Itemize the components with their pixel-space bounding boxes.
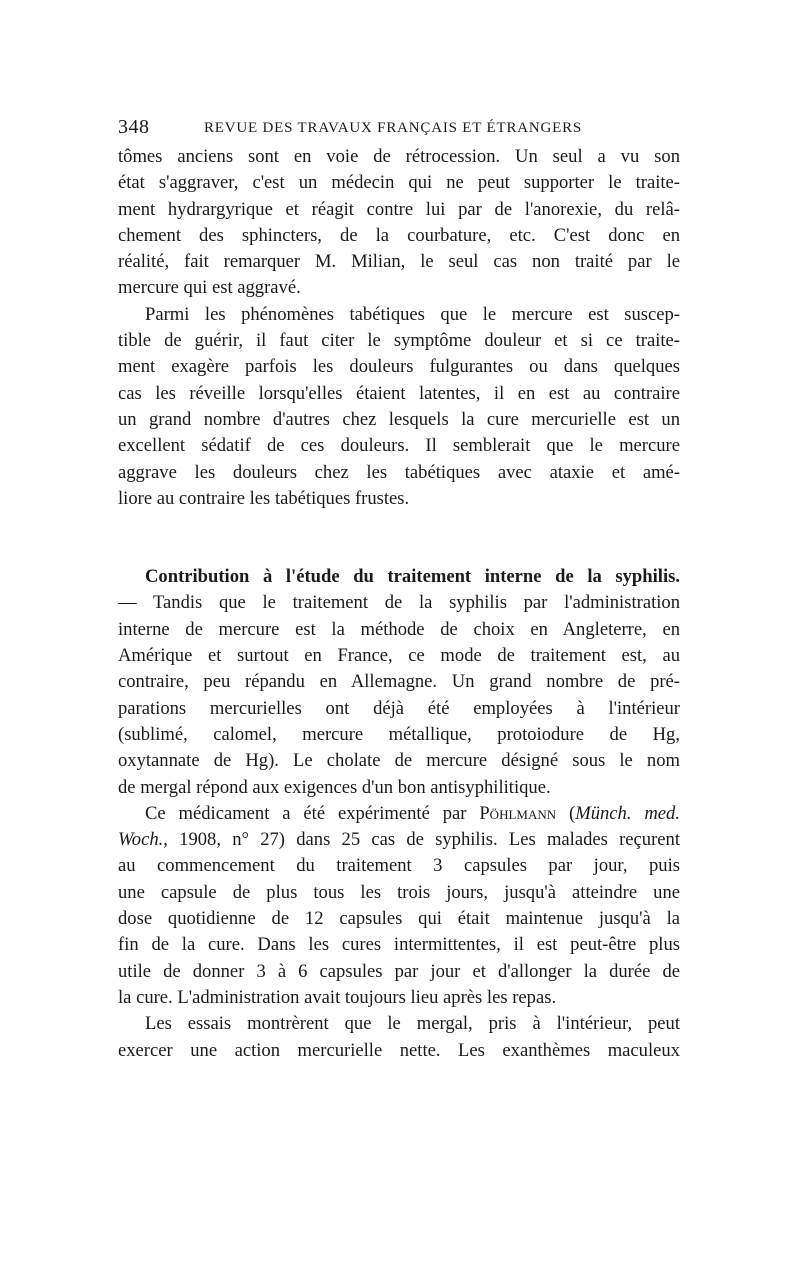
text-line: liore au contraire les tabétiques frustes. — [118, 487, 410, 509]
text-line: (sublimé, calomel, mercure métallique, protoiodure de Hg, — [118, 723, 680, 745]
text-line: oxytannate de Hg). Le cholate de mercure désigné sous le nom — [118, 750, 680, 772]
paragraph-1 — [118, 144, 680, 302]
paragraph-5 — [118, 1011, 680, 1064]
text-line: tible de guérir, il faut citer le symptôme douleur et si ce traite- — [118, 330, 680, 352]
text-line: exercer une action mercurielle nette. Les exanthèmes maculeux — [118, 1039, 680, 1061]
text-line: un grand nombre d'autres chez lesquels la cure mercurielle est un — [118, 408, 680, 430]
paragraph-4 — [118, 801, 680, 1011]
text-line: état s'aggraver, c'est un médecin qui ne peut supporter le traite- — [118, 172, 680, 194]
text-line: tômes anciens sont en voie de rétrocession. Un seul a vu son — [118, 146, 680, 167]
line-text: Ce médicament a été expérimenté par — [145, 802, 480, 824]
text-line: réalité, fait remarquer M. Milian, le seul cas non traité par le — [118, 251, 680, 273]
text-line: Parmi les phénomènes tabétiques que le mercure est suscep- — [145, 303, 680, 325]
text-line: parations mercurielles ont déjà été employées à l'intérieur — [118, 697, 680, 719]
text-line: une capsule de plus tous les trois jours, jusqu'à atteindre une — [118, 881, 680, 903]
text-line: Amérique et surtout en France, ce mode de traitement est, au — [118, 645, 680, 667]
text-line — [118, 801, 680, 827]
line-text: , 1908, n° 27) dans 25 cas de syphilis. Les malades reçurent — [163, 829, 680, 851]
paragraph-2 — [118, 302, 680, 512]
text-line: de mergal répond aux exigences d'un bon antisyphilitique. — [118, 776, 551, 798]
text-line: utile de donner 3 à 6 capsules par jour et d'allonger la durée de — [118, 960, 680, 982]
text-line: Les essais montrèrent que le mergal, pris à l'intérieur, peut — [145, 1013, 680, 1035]
text-line: contraire, peu répandu en Allemagne. Un grand nombre de pré- — [118, 671, 680, 693]
text-line — [118, 827, 680, 853]
running-head — [118, 112, 680, 142]
text-line: — Tandis que le traitement de la syphilis par l'administration — [118, 592, 680, 614]
journal-name: Münch. med. — [575, 802, 681, 824]
text-line: mercure qui est aggravé. — [118, 277, 301, 299]
author-name: Pöhlmann — [479, 802, 557, 824]
text-line: interne de mercure est la méthode de choix en Angleterre, en — [118, 618, 680, 640]
section-title: Contribution à l'étude du traitement interne de la syphilis. — [145, 566, 680, 588]
page-number: 348 — [118, 116, 150, 138]
journal-name-cont: Woch. — [118, 829, 164, 851]
text-line: ment hydrargyrique et réagit contre lui par de l'anorexie, du relâ- — [118, 198, 680, 220]
running-title: REVUE DES TRAVAUX FRANÇAIS ET ÉTRANGERS — [204, 120, 583, 136]
text-line: excellent sédatif de ces douleurs. Il semblerait que le mercure — [118, 435, 680, 457]
text-line: aggrave les douleurs chez les tabétiques avec ataxie et amé- — [118, 461, 680, 483]
book-page — [118, 112, 680, 1064]
text-line: au commencement du traitement 3 capsules par jour, puis — [118, 855, 680, 877]
paren-open: ( — [556, 802, 576, 824]
text-line: dose quotidienne de 12 capsules qui était maintenue jusqu'à la — [118, 908, 680, 930]
text-line: cas les réveille lorsqu'elles étaient latentes, il en est au contraire — [118, 382, 680, 404]
section-contribution — [118, 564, 680, 801]
text-line: chement des sphincters, de la courbature, etc. C'est donc en — [118, 224, 680, 246]
section-gap — [118, 512, 680, 564]
text-line: ment exagère parfois les douleurs fulgurantes ou dans quelques — [118, 356, 680, 378]
text-line: fin de la cure. Dans les cures intermittentes, il est peut-être plus — [118, 934, 680, 956]
text-line: la cure. L'administration avait toujours lieu après les repas. — [118, 986, 557, 1008]
